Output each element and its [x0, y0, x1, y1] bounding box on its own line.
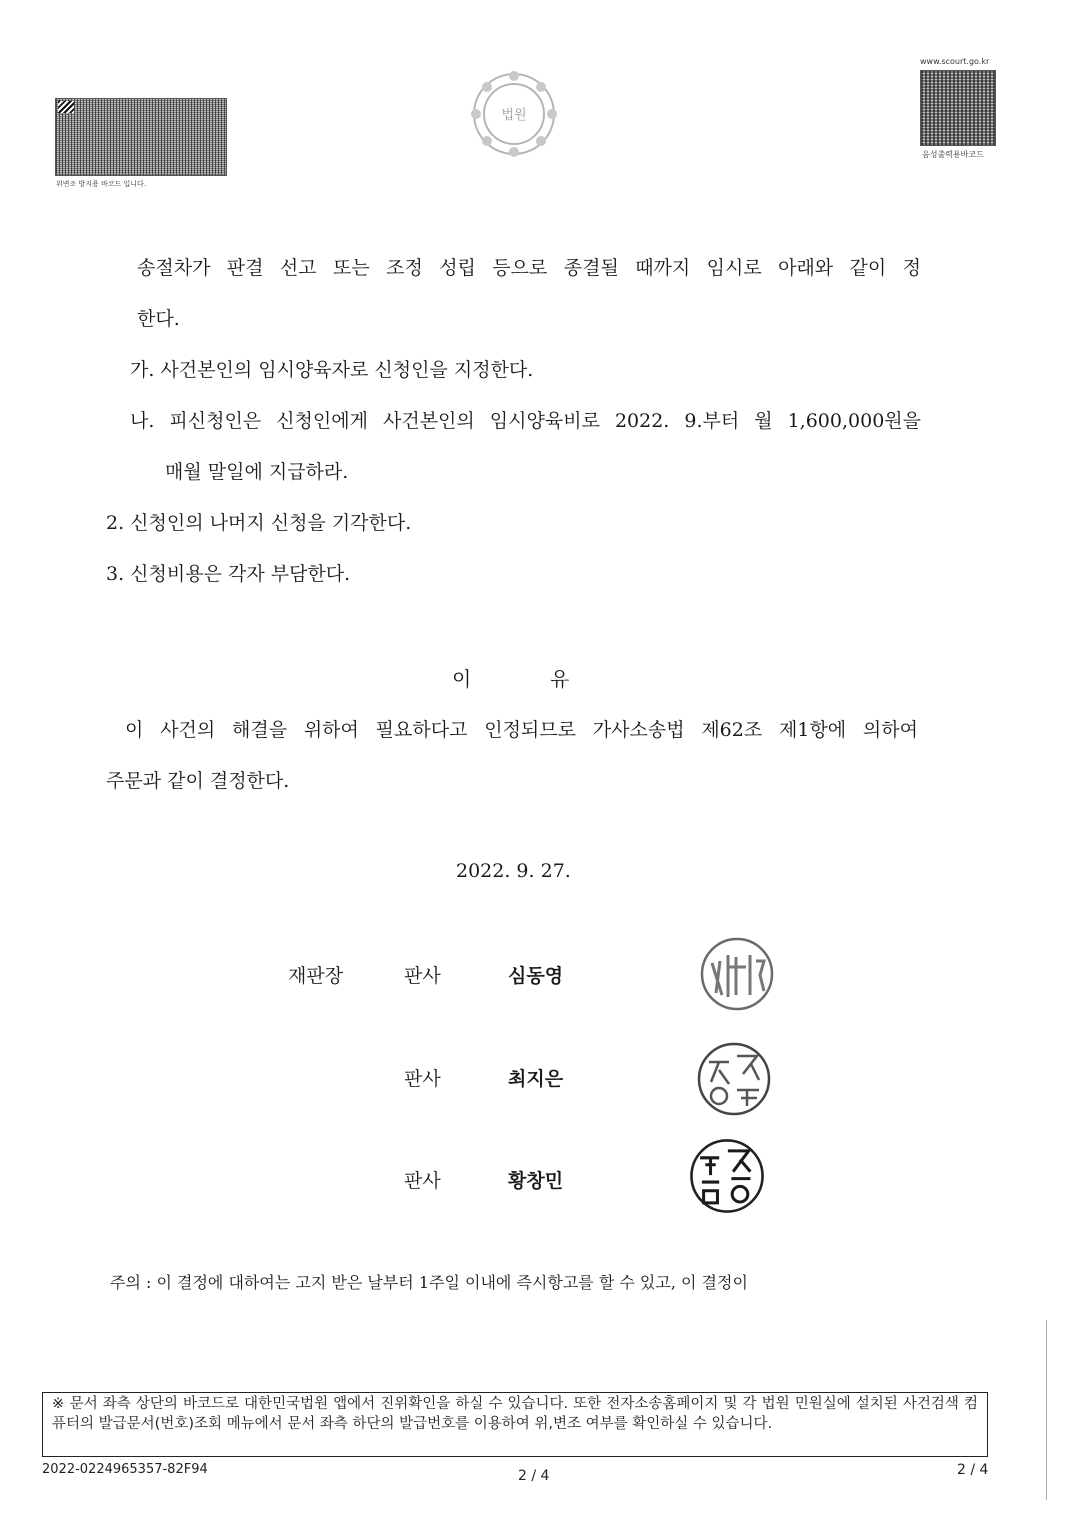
- judge-seal-1-icon: [698, 935, 776, 1013]
- reason-line-1: 이 사건의 해결을 위하여 필요하다고 인정되므로 가사소송법 제62조 제1항에 의하여: [125, 719, 918, 741]
- body-line-4: 나. 피신청인은 신청인에게 사건본인의 임시양육비로 2022. 9.부터 월 1,600,000원을: [130, 410, 921, 432]
- reason-heading-left: 이: [452, 667, 472, 691]
- anti-forgery-barcode: [55, 98, 227, 176]
- judge-name-1: 심동영: [508, 965, 564, 987]
- body-line-7: 3. 신청비용은 각자 부담한다.: [106, 563, 351, 585]
- judge-name-3: 황창민: [508, 1170, 564, 1192]
- reason-line-2: 주문과 같이 결정한다.: [106, 770, 290, 792]
- margin-rule: [1046, 1320, 1047, 1500]
- verification-notice: ※ 문서 좌측 상단의 바코드로 대한민국법원 앱에서 진위확인을 하실 수 있습니다. 또한 전자소송홈페이지 및 각 법원 민원실에 설치된 사건검색 컴퓨터의 발급문서(번호)조회 메뉴에서 문서 좌측 하단의 발급번호를 이용하여 위,변조 여부를 확인하실 수 있습니다.: [42, 1392, 988, 1457]
- appeal-caution: 주의 : 이 결정에 대하여는 고지 받은 날부터 1주일 이내에 즉시항고를 할 수 있고, 이 결정이: [110, 1273, 748, 1292]
- site-url: www.scourt.go.kr: [920, 57, 990, 66]
- audio-output-barcode: [920, 70, 996, 146]
- emblem-text: 법원: [501, 108, 527, 123]
- body-line-1: 송절차가 판결 선고 또는 조정 성립 등으로 종결될 때까지 임시로 아래와 같이 정: [137, 257, 921, 279]
- page-number-center: 2 / 4: [518, 1468, 550, 1484]
- presiding-label: 재판장: [288, 965, 344, 987]
- reason-heading-right: 유: [550, 667, 570, 691]
- body-line-5: 매월 말일에 지급하라.: [165, 461, 349, 483]
- judge-title-3: 판사: [404, 1170, 441, 1192]
- audio-barcode-caption: 음성출력용바코드: [922, 150, 984, 159]
- decision-date: 2022. 9. 27.: [456, 860, 571, 882]
- judge-name-2: 최지은: [508, 1068, 564, 1090]
- barcode-caption: 위변조 방지용 바코드 입니다.: [56, 180, 147, 188]
- judge-title-1: 판사: [404, 965, 441, 987]
- court-emblem-icon: [468, 68, 560, 160]
- judge-seal-3-icon: [688, 1137, 766, 1215]
- issue-number: 2022-0224965357-82F94: [42, 1462, 208, 1477]
- judge-title-2: 판사: [404, 1068, 441, 1090]
- body-line-3: 가. 사건본인의 임시양육자로 신청인을 지정한다.: [130, 359, 534, 381]
- page-number-right: 2 / 4: [957, 1462, 989, 1478]
- body-line-6: 2. 신청인의 나머지 신청을 기각한다.: [106, 512, 412, 534]
- body-line-2: 한다.: [137, 308, 180, 330]
- judge-seal-2-icon: [695, 1040, 773, 1118]
